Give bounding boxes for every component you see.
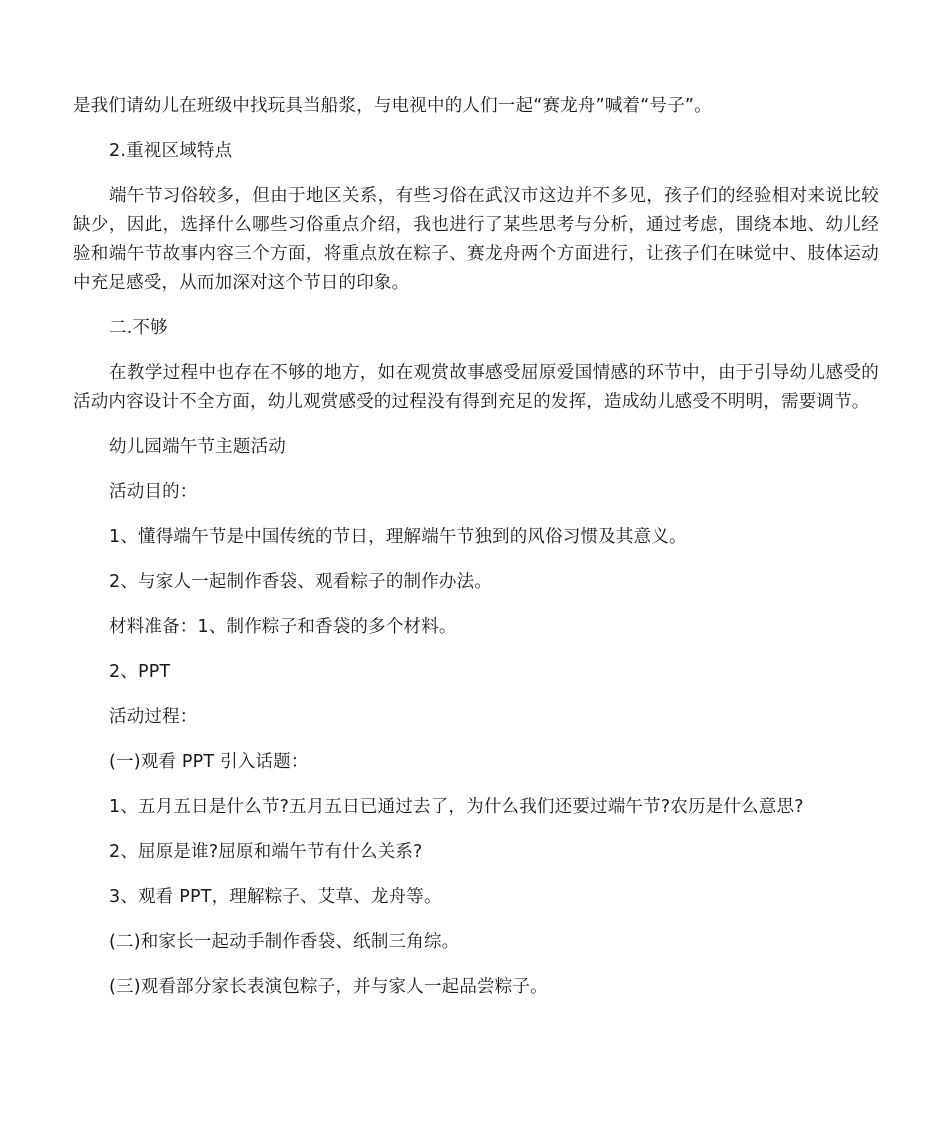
activity-process-label: 活动过程：	[109, 707, 198, 727]
paragraph-customs: 端午节习俗较多，但由于地区关系，有些习俗在武汉市这边并不多见，孩子们的经验相对来说比较缺少，因此，选择什么哪些习俗重点介绍，我也进行了某些思考与分析，通过考虑，围绕本地、幼儿经验和端午节故事内容三个方面，将重点放在粽子、赛龙舟两个方面进行，让孩子们在味觉中、肢体运动中充足感受，从而加深对这个节日的印象。	[73, 186, 879, 293]
process-step-1-heading: (一)观看 PPT 引入话题：	[109, 752, 309, 772]
process-step-2: (二)和家长一起动手制作香袋、纸制三角综。	[109, 932, 460, 952]
process-step-3: (三)观看部分家长表演包粽子，并与家人一起品尝粽子。	[109, 977, 548, 997]
section-heading-shortcomings: 二.不够	[109, 318, 168, 338]
activity-title: 幼儿园端午节主题活动	[109, 437, 286, 457]
paragraph-continuation: 是我们请幼儿在班级中找玩具当船浆，与电视中的人们一起“赛龙舟”喊着“号子”。	[73, 96, 712, 116]
goal-item-2: 2、与家人一起制作香袋、观看粽子的制作办法。	[109, 572, 493, 592]
process-question-1: 1、五月五日是什么节?五月五日已通过去了，为什么我们还要过端午节?农历是什么意思?	[109, 797, 804, 817]
process-question-3: 3、观看 PPT，理解粽子、艾草、龙舟等。	[109, 887, 442, 907]
materials-item-2: 2、PPT	[109, 662, 171, 682]
process-question-2: 2、屈原是谁?屈原和端午节有什么关系?	[109, 842, 423, 862]
activity-goals-label: 活动目的：	[109, 482, 198, 502]
goal-item-1: 1、懂得端午节是中国传统的节日，理解端午节独到的风俗习惯及其意义。	[109, 527, 687, 547]
document-body	[73, 92, 879, 1018]
section-heading-regional-features: 2.重视区域特点	[109, 141, 233, 161]
paragraph-shortcomings: 在教学过程中也存在不够的地方，如在观赏故事感受屈原爱国情感的环节中，由于引导幼儿感受的活动内容设计不全方面，幼儿观赏感受的过程没有得到充足的发挥，造成幼儿感受不明明，需要调节。	[73, 363, 879, 412]
materials-item-1: 材料准备：1、制作粽子和香袋的多个材料。	[109, 617, 457, 637]
